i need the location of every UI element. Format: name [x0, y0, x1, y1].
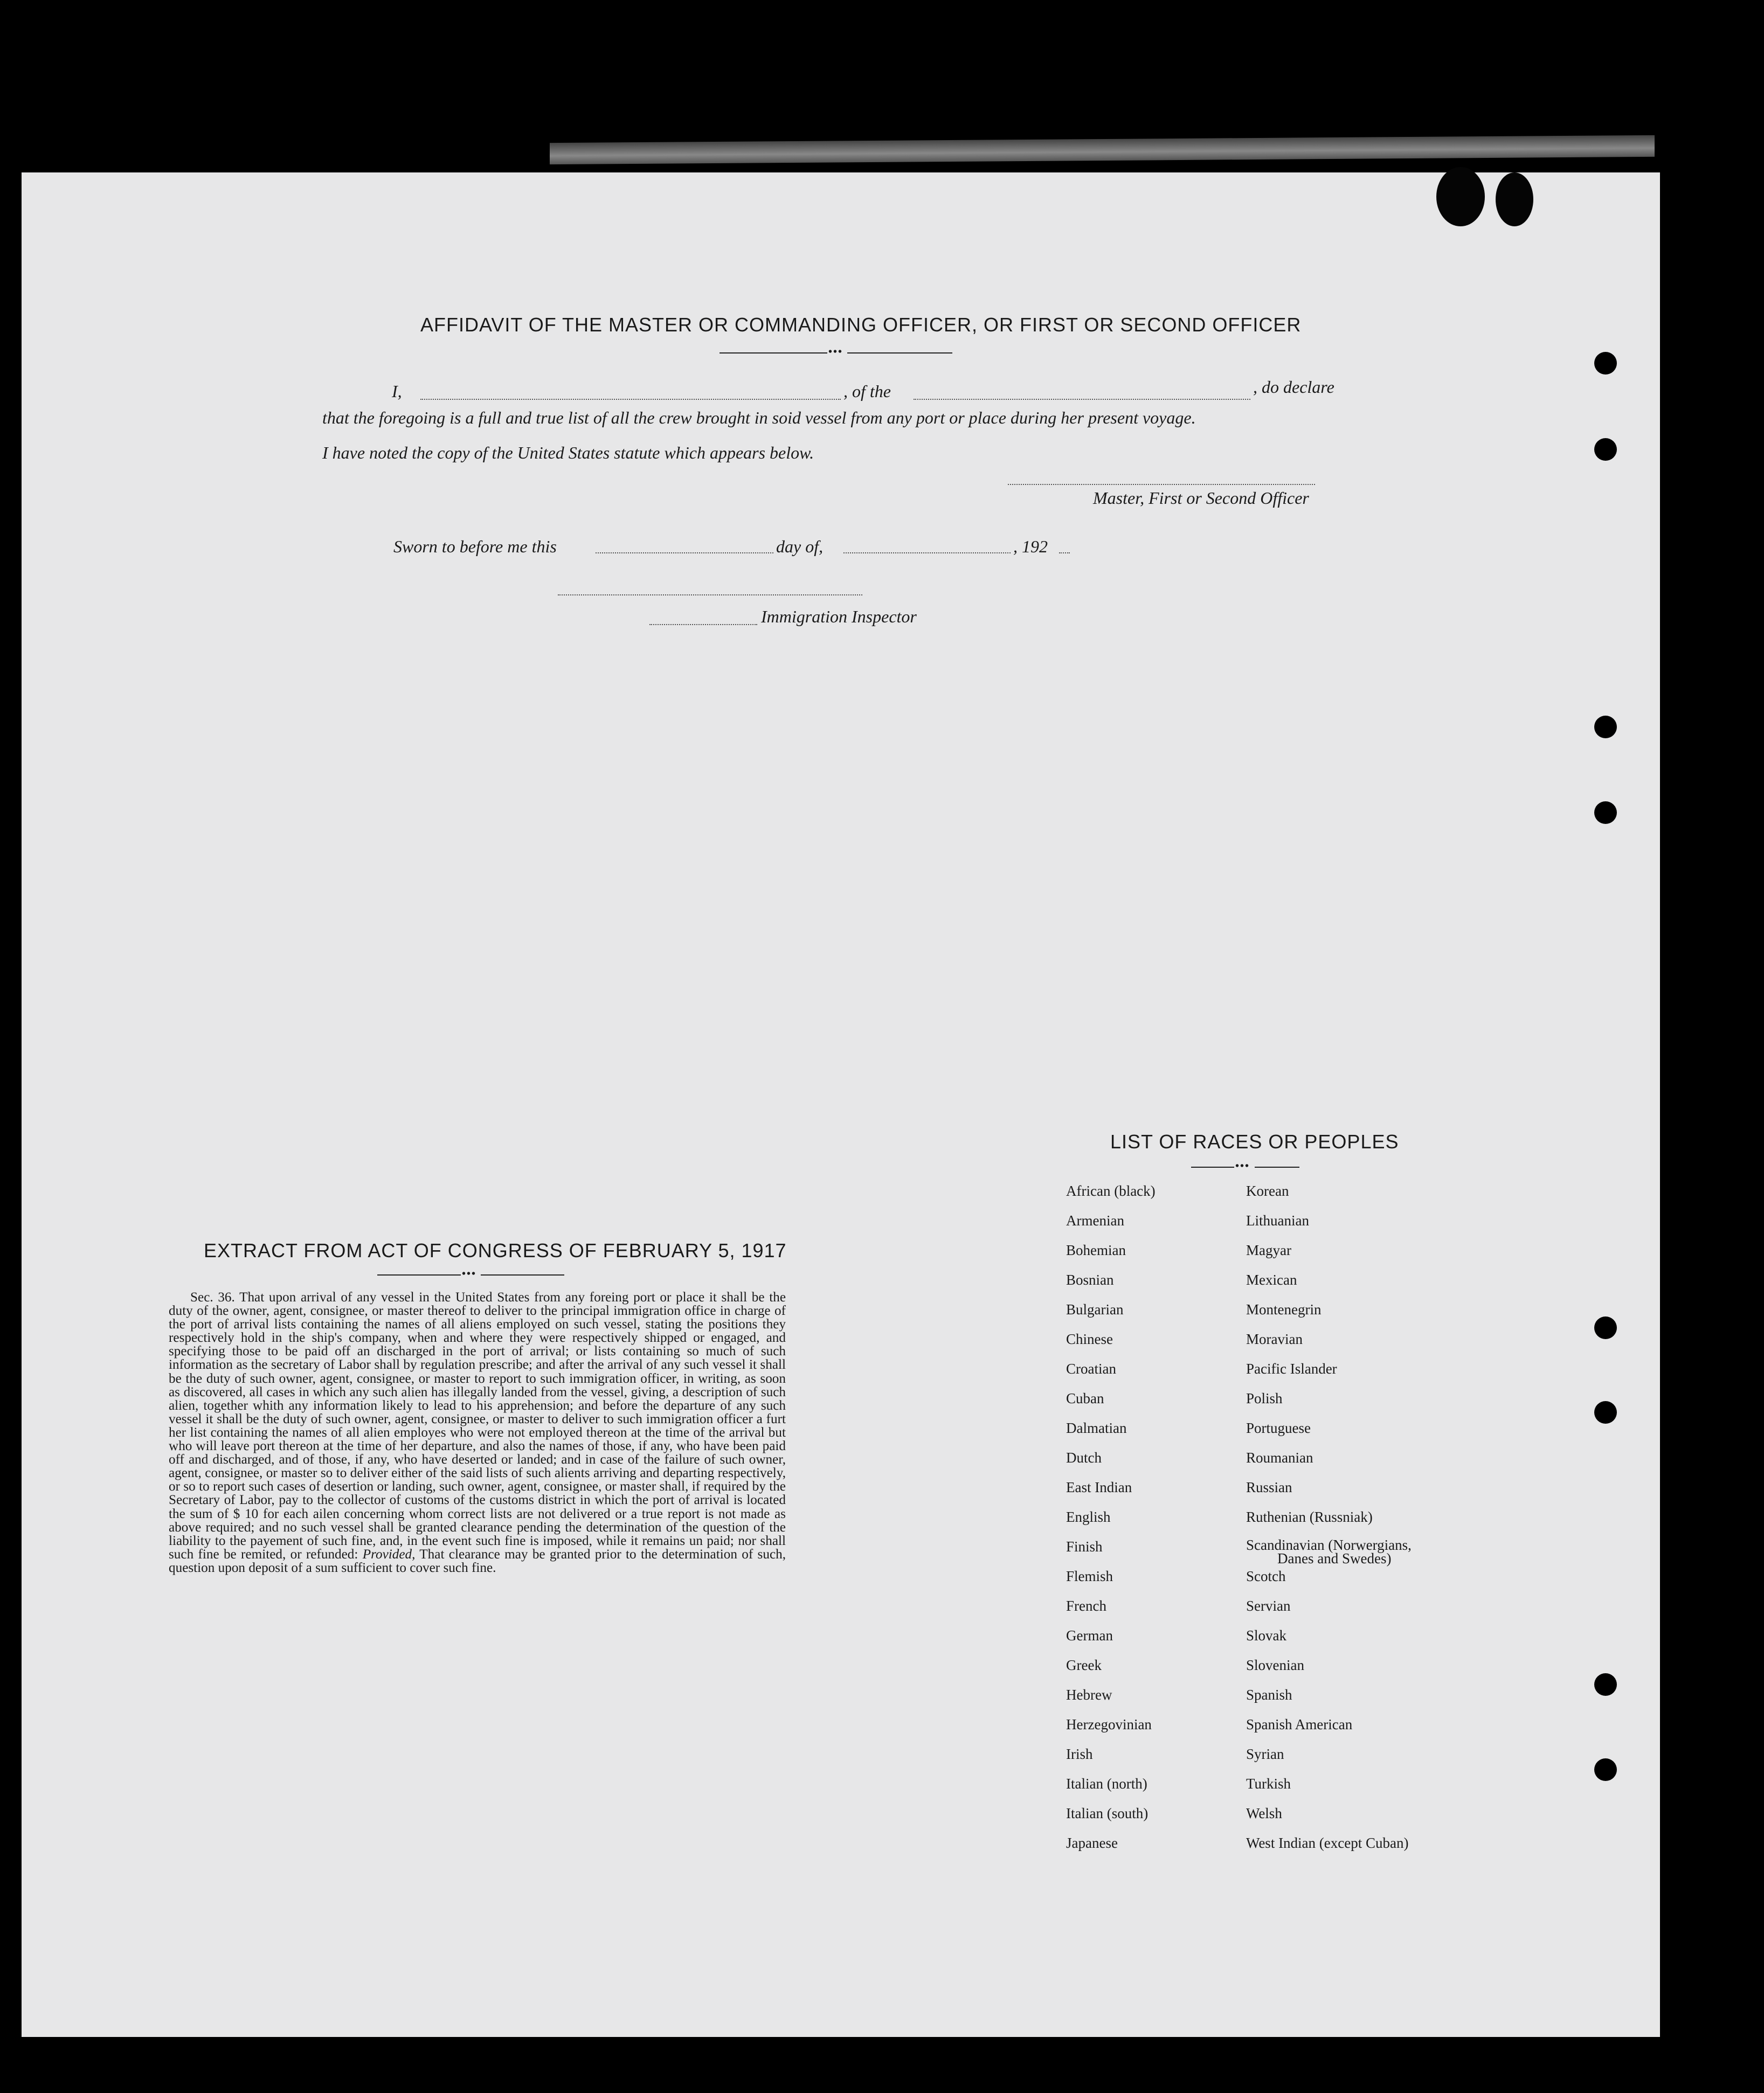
race-item: French	[1066, 1598, 1106, 1614]
declaration-line: that the foregoing is a full and true list of all the crew brought in soid vessel from any port or place during her present voyage.	[322, 408, 1196, 427]
vessel-name-field[interactable]	[914, 399, 1250, 400]
race-item: Slovak	[1246, 1627, 1287, 1644]
race-item: Turkish	[1246, 1776, 1291, 1792]
race-item: Russian	[1246, 1479, 1292, 1495]
of-the-label: , of the	[843, 382, 891, 401]
race-item: Dutch	[1066, 1450, 1102, 1466]
races-column-1	[1066, 1183, 1156, 1865]
race-item: Spanish American	[1246, 1716, 1353, 1732]
master-signature-label: Master, First or Second Officer	[1093, 488, 1309, 508]
ink-blot	[1496, 172, 1533, 226]
race-item: Dalmatian	[1066, 1420, 1127, 1436]
title-rule	[377, 1274, 461, 1276]
race-item: Roumanian	[1246, 1450, 1313, 1466]
races-column-2	[1246, 1183, 1412, 1865]
race-item: Cuban	[1066, 1390, 1104, 1406]
race-item-continuation: Danes and Swedes)	[1277, 1550, 1392, 1567]
sworn-prefix: Sworn to before me this	[393, 537, 557, 556]
race-item: Polish	[1246, 1390, 1283, 1406]
rule-ornament: •••	[828, 346, 843, 358]
race-item: Hebrew	[1066, 1687, 1112, 1703]
punch-hole	[1594, 716, 1617, 738]
race-item: East Indian	[1066, 1479, 1132, 1495]
document-page	[22, 172, 1660, 2037]
race-item: Bosnian	[1066, 1272, 1114, 1288]
rule-ornament: •••	[462, 1268, 477, 1280]
section-label: Sec. 36.	[190, 1290, 235, 1305]
rule-ornament: •••	[1235, 1160, 1250, 1172]
race-item: Mexican	[1246, 1272, 1297, 1288]
sworn-month-field[interactable]	[843, 552, 1011, 553]
race-item: West Indian (except Cuban)	[1246, 1835, 1409, 1851]
race-item: Chinese	[1066, 1331, 1113, 1347]
race-item: Italian (north)	[1066, 1776, 1147, 1792]
race-item: Servian	[1246, 1598, 1291, 1614]
race-item: Lithuanian	[1246, 1212, 1309, 1229]
title-rule	[720, 352, 827, 354]
affidavit-title: AFFIDAVIT OF THE MASTER OR COMMANDING OFFICER, OR FIRST OR SECOND OFFICER	[420, 314, 1302, 336]
provided-word: Provided,	[362, 1547, 416, 1562]
title-rule	[481, 1274, 564, 1276]
statute-text	[169, 1291, 786, 1575]
punch-hole	[1594, 352, 1617, 375]
race-item: Ruthenian (Russniak)	[1246, 1509, 1373, 1525]
inspector-label: Immigration Inspector	[761, 607, 917, 626]
top-dark-strip	[550, 135, 1655, 164]
race-item: Spanish	[1246, 1687, 1292, 1703]
extract-title: EXTRACT FROM ACT OF CONGRESS OF FEBRUARY 5, 1917	[204, 1239, 787, 1262]
inspector-signature-field[interactable]	[558, 594, 862, 595]
race-item: Korean	[1246, 1183, 1289, 1199]
punch-hole	[1594, 1673, 1617, 1696]
punch-hole	[1594, 1316, 1617, 1339]
race-item: Armenian	[1066, 1212, 1124, 1229]
master-signature-field[interactable]	[1008, 484, 1315, 485]
race-item: Bohemian	[1066, 1242, 1126, 1258]
ink-blot	[1436, 167, 1485, 226]
do-declare-label: , do declare	[1253, 377, 1334, 397]
sworn-day-of: day of,	[776, 537, 824, 556]
title-rule	[1255, 1167, 1299, 1168]
race-item: Croatian	[1066, 1361, 1116, 1377]
punch-hole	[1594, 1401, 1617, 1424]
race-item: Finish	[1066, 1538, 1103, 1555]
race-item: Slovenian	[1246, 1657, 1304, 1673]
race-item: Greek	[1066, 1657, 1102, 1673]
sworn-year-field[interactable]	[1059, 552, 1070, 553]
races-title: LIST OF RACES OR PEOPLES	[1110, 1131, 1399, 1153]
statute-closing: That clearance may be granted prior to the determination of such, question upon deposit of a sum sufficient to cover such fine.	[169, 1547, 786, 1575]
punch-hole	[1594, 1758, 1617, 1781]
race-item: Herzegovinian	[1066, 1716, 1152, 1732]
race-item: Bulgarian	[1066, 1301, 1124, 1318]
race-item-line: Scandinavian (Norwergians,	[1246, 1537, 1412, 1553]
statute-body: That upon arrival of any vessel in the United States from any foreing port or place it shall be the duty of the owner, agent, consignee, or master thereof to deliver to the principal immigration office in charge of the port of arrival lists containing the names of all aliens employed on such vessel, stating the positions they respectively hold in the ship's company, when and where they were respectively shipped or engaged, and specifying those to be paid off an discharged in the port of arrival; or lists containing so much of such information as the secretary of Labor shall by regulation prescribe; and after the arrival of any such vessel it shall be the duty of such owner, agent, consignee, or master to report to such immigration officer, in writing, as soon as discovered, all cases in which any such alien has illegally landed from the vessel, giving, a description of such alien, together whith any information likely to lead to his apprehension; and before the departure of any such vessel it shall be the duty of such owner, agent, consignee, or master to deliver to such immigration officer a furt her list containing the names of all alien employes who were not employed thereon at the time of the arrival but who will leave port thereon at the time of her departure, and also the names of those, if any, who have been paid off and discharged, and of those, if any, who have deserted or landed; and in case of the failure of such owner, agent, consignee, or master so to deliver either of the said lists of such alients arriving and departing respectively, or so to report such cases of desertion or landing, such owner, agent, consignee, or master shall, if required by the Secretary of Labor, pay to the collector of customs of the customs district in which the port of arrival is located the sum of $ 10 for each ailen concerning whom correct lists are not delivered or a true report is not made as above required; and no such vessel shall be granted clearance pending the determination of the question of the liability to the payement of such fine, and, in the event such fine is imposed, while it remains un paid; nor shall such fine be remited, or refunded:	[169, 1290, 786, 1562]
race-item: Italian (south)	[1066, 1805, 1149, 1821]
statute-line: I have noted the copy of the United States statute which appears below.	[322, 443, 814, 462]
race-item: African (black)	[1066, 1183, 1156, 1199]
inspector-signature-field-2[interactable]	[649, 624, 757, 625]
race-item	[1246, 1538, 1412, 1568]
punch-hole	[1594, 438, 1617, 461]
race-item: Welsh	[1246, 1805, 1282, 1821]
race-item: German	[1066, 1627, 1113, 1644]
declarant-prefix: I,	[392, 382, 402, 401]
race-item: Portuguese	[1246, 1420, 1311, 1436]
title-rule	[847, 352, 952, 354]
race-item: Moravian	[1246, 1331, 1303, 1347]
race-item: Irish	[1066, 1746, 1093, 1762]
declarant-name-field[interactable]	[420, 399, 841, 400]
race-item: Montenegrin	[1246, 1301, 1322, 1318]
race-item: English	[1066, 1509, 1111, 1525]
punch-hole	[1594, 801, 1617, 824]
race-item: Magyar	[1246, 1242, 1291, 1258]
race-item: Syrian	[1246, 1746, 1284, 1762]
race-item: Scotch	[1246, 1568, 1286, 1584]
race-item: Japanese	[1066, 1835, 1118, 1851]
title-rule	[1191, 1167, 1234, 1168]
sworn-year: , 192	[1013, 537, 1048, 556]
sworn-day-field[interactable]	[596, 552, 773, 553]
race-item: Pacific Islander	[1246, 1361, 1337, 1377]
race-item: Flemish	[1066, 1568, 1113, 1584]
